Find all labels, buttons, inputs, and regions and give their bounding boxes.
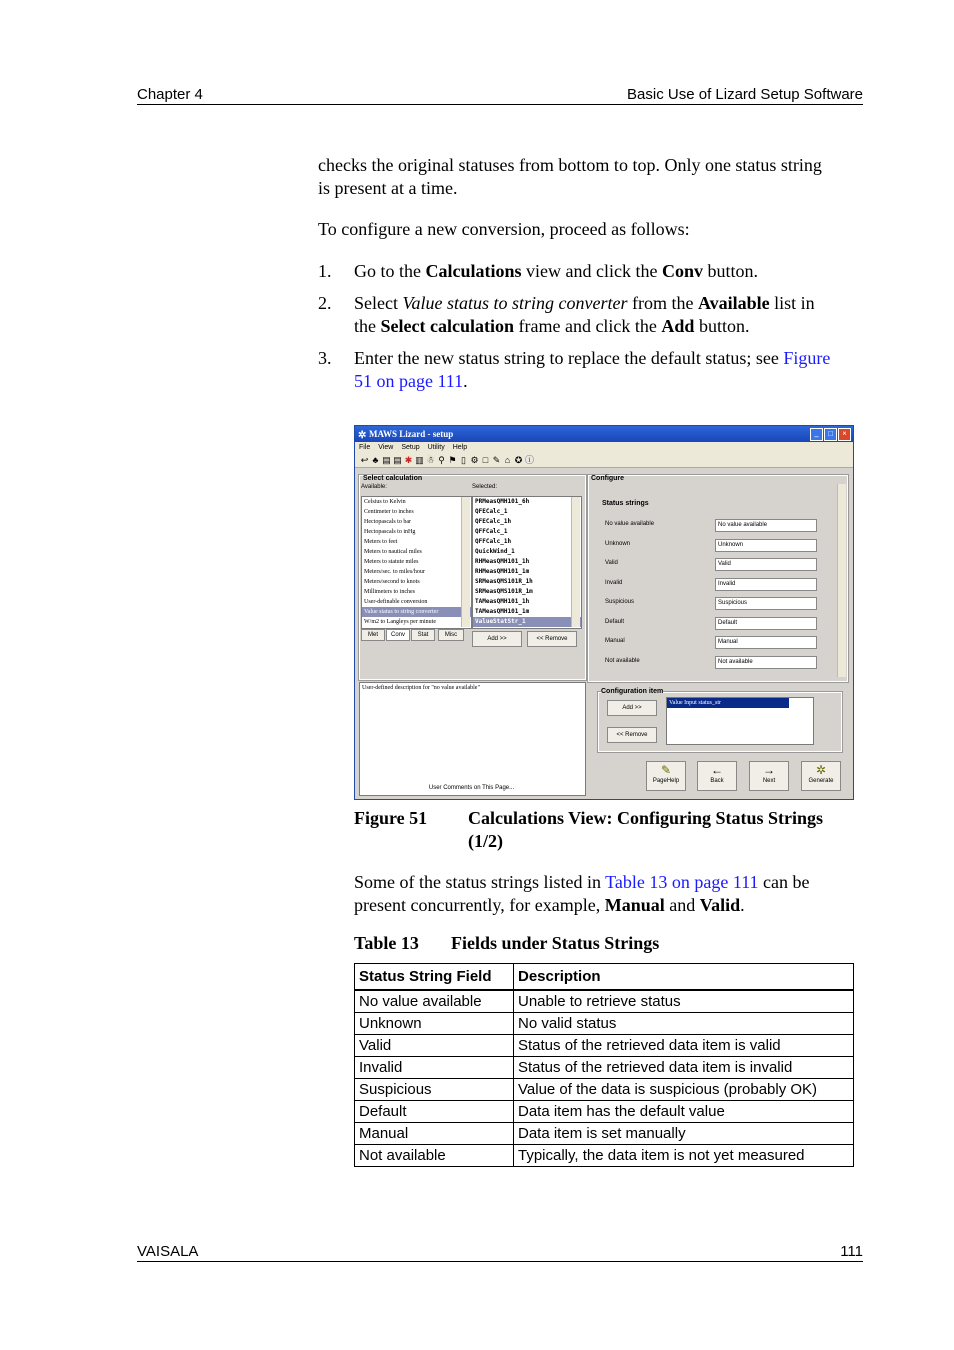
next-arrow-icon: →: [763, 763, 775, 777]
display2-icon[interactable]: ▤: [393, 455, 402, 465]
page-header: [137, 86, 863, 106]
status-field-input[interactable]: Not available: [715, 656, 817, 669]
figure-link[interactable]: Figure: [783, 348, 831, 368]
selected-list-item[interactable]: TAMeasQMH101_1h: [475, 598, 530, 605]
page-footer: [137, 1243, 863, 1263]
selected-scrollbar[interactable]: [571, 497, 580, 627]
field-cell: Valid: [355, 1035, 514, 1057]
step-2: Select Value status to string converter from the Available list in the Select calculation frame and click the Add button.: [354, 293, 815, 336]
figure-caption: Calculations View: Configuring Status Strings (1/2): [468, 808, 824, 851]
bell-icon[interactable]: ⌂: [504, 455, 511, 465]
status-field-input[interactable]: Invalid: [715, 578, 817, 591]
toolbar: [355, 453, 853, 468]
field-cell: No value available: [355, 990, 514, 1013]
tab-stat[interactable]: Stat: [411, 629, 435, 641]
run-icon[interactable]: ⚲: [438, 455, 445, 465]
description-cell: Status of the retrieved data item is invalid: [514, 1057, 854, 1079]
selected-list-item[interactable]: RHMeasQMH101_1m: [475, 568, 530, 575]
selected-list-item[interactable]: QuickWind_1: [475, 548, 515, 555]
step-2-number: 2.: [318, 293, 332, 313]
field-cell: Suspicious: [355, 1079, 514, 1101]
status-fields-table: [354, 963, 854, 1167]
table-row: [355, 1145, 854, 1167]
app-icon: ✲: [358, 430, 367, 441]
available-list[interactable]: [361, 496, 472, 629]
table-title: Fields under Status Strings: [451, 933, 660, 953]
tree-icon[interactable]: ♣: [372, 455, 379, 465]
table-number: Table 13: [354, 933, 419, 953]
status-field-label: Unknown: [605, 540, 631, 547]
status-field-input[interactable]: Valid: [715, 558, 817, 571]
available-list-item[interactable]: Meters to feet: [364, 539, 398, 545]
configuration-item-list[interactable]: [666, 697, 814, 745]
description-cell: Unable to retrieve status: [514, 990, 854, 1013]
pen-icon[interactable]: ✎: [492, 455, 501, 465]
company-name: VAISALA: [137, 1243, 199, 1260]
header-field: Status String Field: [355, 964, 514, 991]
title-bar: [355, 426, 853, 442]
table-row: [355, 1013, 854, 1035]
close-icon[interactable]: ×: [838, 428, 851, 441]
status-field-input[interactable]: No value available: [715, 519, 817, 532]
pagehelp-button[interactable]: ✎ PageHelp: [646, 761, 686, 791]
available-list-item[interactable]: Hectopascals to bar: [364, 519, 411, 525]
proceed-paragraph: To configure a new conversion, proceed as follows:: [318, 219, 690, 239]
selected-list[interactable]: [472, 496, 582, 629]
remove-button[interactable]: << Remove: [527, 631, 577, 647]
next-button[interactable]: → Next: [749, 761, 789, 791]
person-icon[interactable]: ☃: [426, 455, 435, 465]
step-3: Enter the new status string to replace the default status; see Figure 51 on page 111.: [354, 348, 831, 391]
status-field-label: Valid: [605, 560, 618, 566]
page-icon[interactable]: □: [482, 455, 489, 465]
available-list-item[interactable]: Celsius to Kelvin: [364, 499, 406, 505]
display-icon[interactable]: ▤: [382, 455, 391, 465]
maximize-icon[interactable]: □: [824, 428, 837, 441]
available-list-item[interactable]: W/m2 to Langleys per minute: [364, 619, 436, 625]
tab-conv[interactable]: Conv: [386, 629, 410, 641]
configure-label: Configure: [591, 475, 625, 482]
available-list-item[interactable]: Value status to string converter: [362, 607, 471, 617]
figure-link-2[interactable]: 51 on page 111: [354, 371, 464, 391]
status-field-label: Not available: [605, 657, 640, 664]
select-calculation-label: Select calculation: [363, 475, 423, 482]
selected-list-item[interactable]: RHMeasQMH101_1h: [475, 558, 530, 565]
flag-icon[interactable]: ⚑: [448, 455, 457, 465]
available-list-item[interactable]: Meters/second to knots: [364, 579, 420, 585]
status-field-label: Manual: [605, 638, 625, 644]
menu-help[interactable]: Help: [452, 444, 468, 451]
available-list-item[interactable]: Meters/sec. to miles/hour: [364, 569, 425, 575]
selected-list-item[interactable]: QFECalc_1: [475, 508, 508, 515]
tab-misc[interactable]: Misc: [438, 629, 464, 641]
back-arrow-icon: ←: [711, 763, 723, 777]
page-number: 111: [830, 1243, 863, 1260]
available-list-item[interactable]: Centimeter to inches: [364, 509, 414, 515]
chapter-title: Basic Use of Lizard Setup Software: [623, 86, 863, 103]
configuration-item-label: Configuration item: [601, 688, 664, 695]
status-field-label: No value available: [605, 521, 655, 527]
bike-icon[interactable]: ⚙: [470, 455, 479, 465]
field-cell: Invalid: [355, 1057, 514, 1079]
config-add-button[interactable]: Add >>: [607, 700, 657, 716]
config-remove-button[interactable]: << Remove: [607, 727, 657, 743]
menu-view[interactable]: View: [378, 444, 394, 451]
comment-box[interactable]: [359, 682, 586, 796]
table-row: [355, 1079, 854, 1101]
table-row: [355, 1035, 854, 1057]
selected-list-item[interactable]: QFFCalc_1: [475, 528, 508, 535]
intro-line-1: checks the original statuses from bottom to top. Only one status string: [318, 155, 822, 175]
table-link[interactable]: Table 13 on page 111: [605, 872, 759, 892]
selected-list-item[interactable]: SRMeasQMS101R_1h: [475, 578, 533, 585]
step-1: Go to the Calculations view and click the Conv button.: [354, 261, 758, 281]
field-cell: Unknown: [355, 1013, 514, 1035]
available-list-item[interactable]: Meters to statute miles: [364, 559, 419, 565]
status-field-label: Default: [605, 618, 625, 625]
menu-bar: [355, 442, 853, 453]
available-scrollbar[interactable]: [461, 497, 470, 627]
step-1-number: 1.: [318, 261, 332, 281]
table-row: [355, 1123, 854, 1145]
pagehelp-icon: ✎: [660, 763, 672, 777]
selected-list-item[interactable]: ValueStatStr_1: [473, 617, 581, 627]
menu-utility[interactable]: Utility: [427, 444, 445, 451]
available-label: Available:: [361, 484, 387, 490]
status-field-input[interactable]: Suspicious: [715, 597, 817, 610]
status-strings-label: Status strings: [602, 500, 649, 507]
status-field-label: Invalid: [605, 579, 623, 586]
menu-file[interactable]: File: [359, 444, 371, 451]
description-cell: Status of the retrieved data item is valid: [514, 1035, 854, 1057]
generate-icon: ✲: [815, 763, 827, 777]
exit-icon[interactable]: ↩: [360, 455, 369, 465]
table-row: [355, 1101, 854, 1123]
available-list-item[interactable]: Meters to nautical miles: [364, 549, 422, 555]
selected-list-item[interactable]: QFECalc_1h: [475, 518, 512, 525]
description-cell: Value of the data is suspicious (probably OK): [514, 1079, 854, 1101]
available-list-item[interactable]: Hectopascals to inHg: [364, 529, 416, 535]
star-icon[interactable]: ✱: [404, 455, 413, 465]
status-field-input[interactable]: Default: [715, 617, 817, 630]
available-list-item[interactable]: Millimeters to inches: [364, 589, 415, 595]
window-title: MAWS Lizard - setup: [369, 429, 454, 439]
concurrent-paragraph: Some of the status strings listed in Table 13 on page 111 can be present concurrently, for example, Manual and Valid.: [354, 872, 810, 915]
generate-button[interactable]: ✲ Generate: [801, 761, 841, 791]
selected-list-item[interactable]: QFFCalc_1h: [475, 538, 512, 545]
status-field-input[interactable]: Unknown: [715, 539, 817, 552]
step-3-number: 3.: [318, 348, 332, 368]
configuration-item-entry[interactable]: Value Input status_str: [667, 698, 789, 708]
add-button[interactable]: Add >>: [472, 631, 522, 647]
user-comments-label[interactable]: User Comments on This Page...: [428, 785, 515, 791]
status-field-input[interactable]: Manual: [715, 636, 817, 649]
comment-text: User-defined description for "no value available": [362, 685, 480, 691]
gear-icon[interactable]: ✪: [514, 455, 523, 465]
menu-setup[interactable]: Setup: [401, 444, 420, 451]
field-cell: Default: [355, 1101, 514, 1123]
description-cell: No valid status: [514, 1013, 854, 1035]
intro-line-2: is present at a time.: [318, 178, 458, 198]
description-cell: Data item has the default value: [514, 1101, 854, 1123]
table-header-row: [355, 964, 854, 991]
status-field-label: Suspicious: [605, 599, 635, 605]
chapter-label: Chapter 4: [137, 86, 207, 103]
tab-met[interactable]: Met: [361, 629, 385, 641]
doc-icon[interactable]: ▯: [461, 455, 466, 465]
description-cell: Typically, the data item is not yet measured: [514, 1145, 854, 1167]
selected-list-item[interactable]: PRMeasQMH101_6h: [475, 498, 530, 505]
back-button[interactable]: ← Back: [697, 761, 737, 791]
intro-paragraph: [318, 154, 878, 200]
available-list-item[interactable]: User-definable conversion: [364, 599, 428, 605]
app-window: [354, 425, 854, 800]
configure-scrollbar[interactable]: [837, 484, 846, 677]
info-icon[interactable]: ⓘ: [524, 455, 534, 465]
selected-list-item[interactable]: SRMeasQMS101R_1m: [475, 588, 533, 595]
field-cell: Manual: [355, 1123, 514, 1145]
description-cell: Data item is set manually: [514, 1123, 854, 1145]
figure-number: Figure 51: [354, 808, 428, 828]
table-row: [355, 1057, 854, 1079]
selected-list-item[interactable]: TAMeasQMH101_1m: [475, 608, 530, 615]
field-cell: Not available: [355, 1145, 514, 1167]
header-description: Description: [514, 964, 854, 991]
minimize-icon[interactable]: _: [810, 428, 823, 441]
selected-label: Selected:: [472, 484, 498, 490]
table-row: [355, 990, 854, 1013]
chart-icon[interactable]: ▥: [415, 455, 424, 465]
